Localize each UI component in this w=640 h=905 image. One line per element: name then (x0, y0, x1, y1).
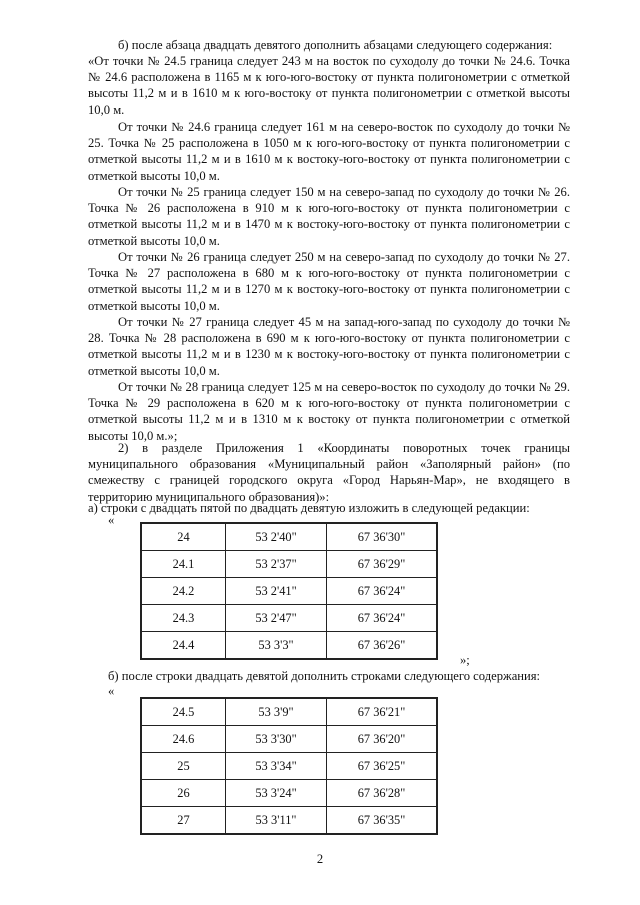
table-row (141, 698, 437, 726)
table-row (141, 523, 437, 551)
table-cell-point: 24 (141, 523, 226, 551)
open-quote-a: « (108, 513, 115, 527)
table-cell-longitude: 53 2'47" (226, 605, 327, 632)
table-cell-longitude: 53 3'34" (226, 753, 327, 780)
table-cell-point: 25 (141, 753, 226, 780)
paragraph-point-24-6: «От точки № 24.5 граница следует 243 м на восток по суходолу до точки № 24.6. Точка № 24.6 расположена в 1165 м к юго-юго-востоку от пункта полигонометрии с отметкой высоты 11,2 м и в 1610 м к юго-востоку от пункта полигонометрии с отметкой высоты 10,0 м. (88, 54, 570, 117)
table-cell-point: 24.5 (141, 698, 226, 726)
table-cell-longitude: 53 3'30" (226, 726, 327, 753)
coordinates-table-a (140, 522, 438, 660)
table-cell-latitude: 67 36'26" (327, 632, 438, 660)
table-row (141, 578, 437, 605)
table-cell-latitude: 67 36'25" (327, 753, 438, 780)
table-cell-latitude: 67 36'21" (327, 698, 438, 726)
table-cell-longitude: 53 2'37" (226, 551, 327, 578)
table-row (141, 780, 437, 807)
item-2b-text: б) после строки двадцать девятой дополнить строками следующего содержания: (108, 669, 541, 683)
table-row (141, 726, 437, 753)
table-row (141, 551, 437, 578)
table-cell-point: 24.3 (141, 605, 226, 632)
table-cell-latitude: 67 36'24" (327, 578, 438, 605)
close-quote-a: »; (460, 653, 470, 667)
coordinates-table-b (140, 697, 438, 835)
table-row (141, 632, 437, 660)
paragraph-point-28: От точки № 27 граница следует 45 м на запад-юго-запад по суходолу до точки № 28. Точка № 28 расположена в 690 м к юго-юго-востоку от пункта полигонометрии с отметкой высоты 11,2 м и в 1230 м к востоку-юго-востоку от пункта полигонометрии с отметкой высоты 10,0 м. (88, 315, 570, 378)
table-cell-longitude: 53 3'24" (226, 780, 327, 807)
table-cell-point: 24.1 (141, 551, 226, 578)
table-cell-point: 27 (141, 807, 226, 835)
table-cell-latitude: 67 36'35" (327, 807, 438, 835)
table-cell-latitude: 67 36'30" (327, 523, 438, 551)
table-cell-longitude: 53 3'3" (226, 632, 327, 660)
table-cell-longitude: 53 3'11" (226, 807, 327, 835)
table-cell-latitude: 67 36'20" (327, 726, 438, 753)
table-cell-point: 24.4 (141, 632, 226, 660)
page-number: 2 (316, 852, 324, 866)
table-cell-latitude: 67 36'29" (327, 551, 438, 578)
paragraph-point-27: От точки № 26 граница следует 250 м на северо-запад по суходолу до точки № 27. Точка № 27 расположена в 680 м к юго-юго-востоку от пункта полигонометрии с отметкой высоты 11,2 м и в 1270 м к востоку-юго-востоку от пункта полигонометрии с отметкой высоты 10,0 м. (88, 250, 570, 313)
open-quote-b: « (108, 684, 115, 698)
table-cell-longitude: 53 2'40" (226, 523, 327, 551)
paragraph-point-29: От точки № 28 граница следует 125 м на северо-восток по суходолу до точки № 29. Точка № 29 расположена в 620 м к юго-юго-востоку от пункта полигонометрии с отметкой высоты 11,2 м и в 1310 м к востоку от пункта полигонометрии с отметкой высоты 10,0 м.»; (88, 380, 570, 443)
table-row (141, 753, 437, 780)
table-cell-point: 24.2 (141, 578, 226, 605)
item-2a-text: а) строки с двадцать пятой по двадцать девятую изложить в следующей редакции: (88, 501, 530, 515)
paragraph-point-25: От точки № 24.6 граница следует 161 м на северо-восток по суходолу до точки № 25. Точка № 25 расположена в 1050 м к юго-юго-востоку от пункта полигонометрии с отметкой высоты 11,2 м и в 1610 м к востоку-юго-востоку от пункта полигонометрии с отметкой высоты 10,0 м. (88, 120, 570, 183)
table-cell-point: 24.6 (141, 726, 226, 753)
table-cell-longitude: 53 2'41" (226, 578, 327, 605)
table-cell-point: 26 (141, 780, 226, 807)
table-cell-longitude: 53 3'9" (226, 698, 327, 726)
table-row (141, 807, 437, 835)
table-cell-latitude: 67 36'24" (327, 605, 438, 632)
table-cell-latitude: 67 36'28" (327, 780, 438, 807)
paragraph-point-26: От точки № 25 граница следует 150 м на северо-запад по суходолу до точки № 26. Точка № 26 расположена в 910 м к юго-юго-востоку от пункта полигонометрии с отметкой высоты 11,2 м и в 1470 м к востоку-юго-востоку от пункта полигонометрии с отметкой высоты 10,0 м. (88, 185, 570, 248)
table-row (141, 605, 437, 632)
item-2-heading: 2) в разделе Приложения 1 «Координаты поворотных точек границы муниципального образования «Муниципальный район «Заполярный район» (по смежеству с границей городского округа «Город Нарьян-Мар», не входящего в территорию муниципального образования)»: (88, 441, 570, 504)
section-b-intro: б) после абзаца двадцать девятого дополнить абзацами следующего содержания: (118, 38, 553, 52)
